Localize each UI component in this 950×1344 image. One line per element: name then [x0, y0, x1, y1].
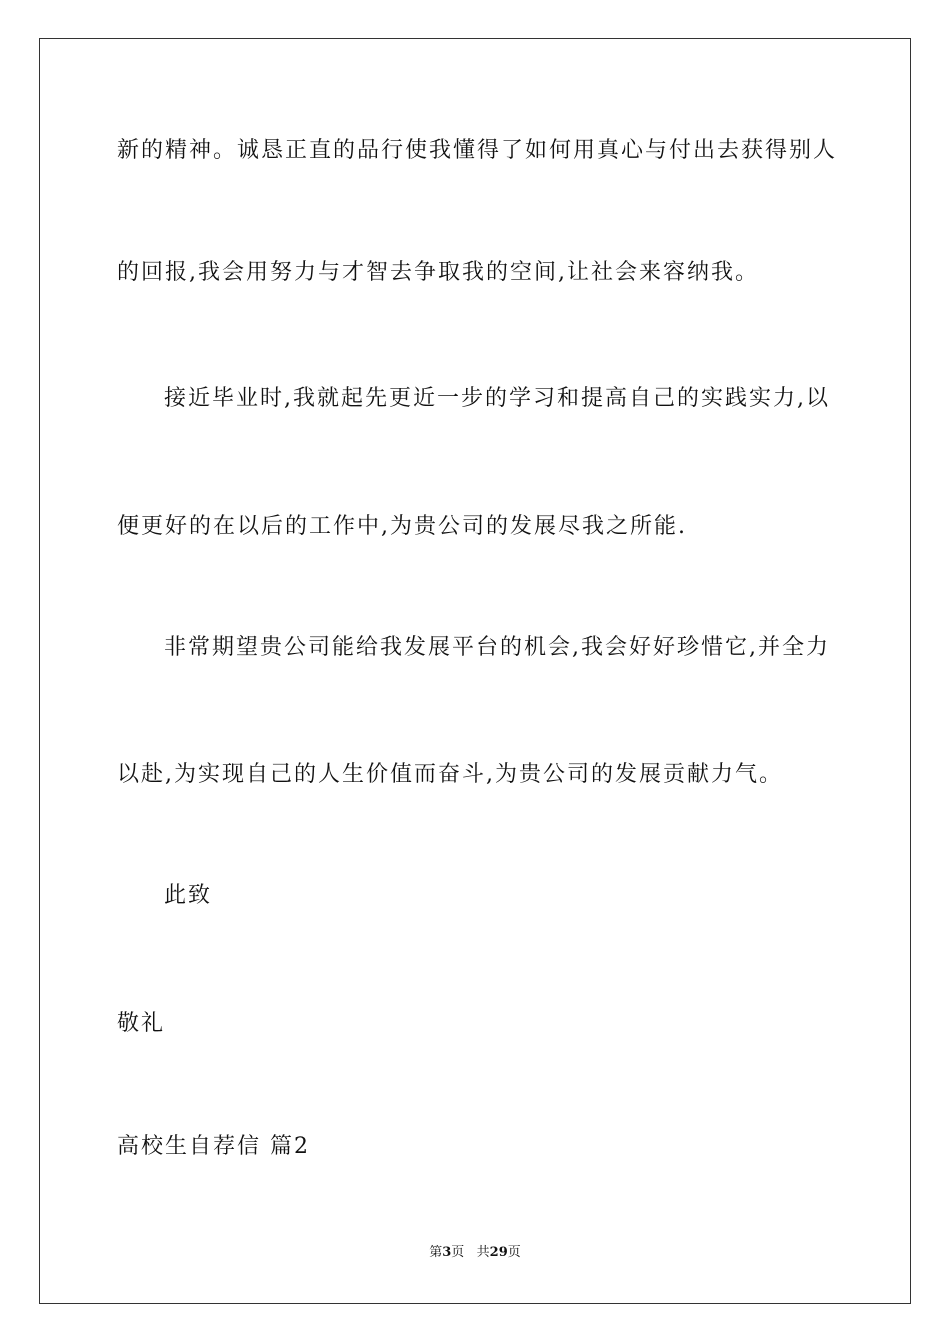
footer-middle: 页 共 [451, 1245, 490, 1260]
body-line-3: 接近毕业时,我就起先更近一步的学习和提高自己的实践实力,以 [164, 386, 830, 411]
page-number-footer [0, 1244, 950, 1262]
body-line-5: 非常期望贵公司能给我发展平台的机会,我会好好珍惜它,并全力 [164, 635, 830, 660]
footer-current-page: 3 [442, 1245, 452, 1260]
body-line-6: 以赴,为实现自己的人生价值而奋斗,为贵公司的发展贡献力气。 [117, 762, 783, 787]
salutation-cizhi: 此致 [164, 883, 213, 908]
footer-suffix: 页 [507, 1245, 521, 1260]
footer-total-pages: 29 [489, 1245, 508, 1260]
body-line-1: 新的精神。诚恳正直的品行使我懂得了如何用真心与付出去获得别人 [117, 138, 838, 163]
salutation-jingli: 敬礼 [117, 1011, 166, 1036]
body-line-2: 的回报,我会用努力与才智去争取我的空间,让社会来容纳我。 [117, 260, 759, 285]
section-heading: 高校生自荐信 篇2 [117, 1134, 310, 1159]
footer-prefix: 第 [429, 1245, 443, 1260]
body-line-4: 便更好的在以后的工作中,为贵公司的发展尽我之所能. [117, 514, 687, 539]
page-border [39, 38, 911, 1304]
